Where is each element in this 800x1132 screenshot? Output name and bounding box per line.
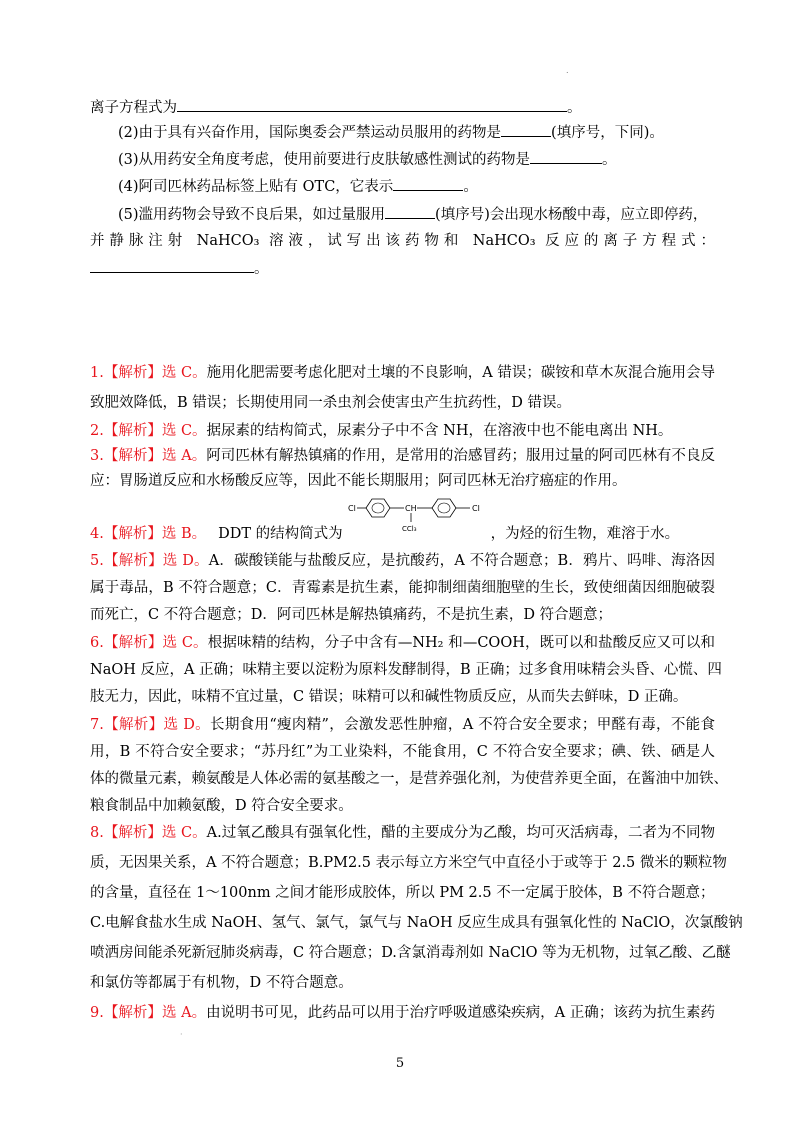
ddt-cl-left: Cl: [348, 504, 356, 513]
answer-3-line-2: 应：胃肠道反应和水杨酸反应等，因此不能长期服用；阿司匹林无治疗癌症的作用。: [90, 473, 627, 489]
answer-6-line-2: NaOH 反应，A 正确；味精主要以淀粉为原料发酵制得，B 正确；过多食用味精会头昏、心慌、四: [90, 662, 722, 678]
ddt-cl-right: Cl: [472, 504, 480, 513]
answer-blank: [177, 97, 567, 112]
answer-label: 3.【解析】选 A。: [90, 448, 207, 464]
answer-blank: [385, 204, 435, 219]
answer-4: 4.【解析】选 B。 DDT 的结构简式为 ，为烃的衍生物，难溶于水。: [90, 526, 680, 542]
ddt-ccl3: CCl₃: [402, 525, 417, 533]
answer-8-line-4: C.电解食盐水生成 NaOH、氢气、氯气，氯气与 NaOH 反应生成具有强氧化性的 NaClO，次氯酸钠: [90, 915, 743, 931]
question-continuation: 离子方程式为 。: [90, 97, 715, 118]
answer-6-line-3: 肢无力，因此，味精不宜过量，C 错误；味精可以和碱性物质反应，从而失去鲜味，D 正确。: [90, 689, 688, 705]
page-number: 5: [395, 1056, 405, 1071]
answer-1-line-2: 致肥效降低，B 错误；长期使用同一杀虫剂会使害虫产生抗药性，D 错误。: [90, 395, 571, 411]
answer-7-line-1: 7.【解析】选 D。长期食用“瘦肉精”，会激发恶性肿瘤，A 不符合安全要求；甲醛有毒，不能食: [90, 717, 716, 733]
answer-1-line-1: 1.【解析】选 C。施用化肥需要考虑化肥对土壤的不良影响，A 错误；碳铵和草木灰混合施用会导: [90, 365, 715, 381]
answer-blank: [90, 258, 254, 273]
answer-8-line-5: 喷洒房间能杀死新冠肺炎病毒，C 符合题意；D.含氯消毒剂如 NaClO 等为无机物，过氧乙酸、乙醚: [90, 945, 731, 961]
answer-label: 4.【解析】选 B。: [90, 526, 207, 542]
question-2: (2)由于具有兴奋作用，国际奥委会严禁运动员服用的药物是 (填序号，下同)。: [118, 122, 743, 143]
answer-7-line-4: 粮食制品中加赖氨酸，D 符合安全要求。: [90, 798, 353, 814]
answer-2: 2.【解析】选 C。据尿素的结构简式，尿素分子中不含 NH，在溶液中也不能电离出 NH。: [90, 423, 673, 439]
question-4: (4)阿司匹林药品标签上贴有 OTC，它表示 。: [118, 176, 743, 197]
answer-7-line-2: 用，B 不符合安全要求；“苏丹红”为工业染料，不能食用，C 不符合安全要求；碘、铁、硒是人: [90, 744, 715, 760]
answer-label: 5.【解析】选 D。: [90, 553, 209, 569]
question-5-line-2: 并静脉注射 NaHCO₃ 溶液，试写出该药物和 NaHCO₃ 反应的离子方程式：: [90, 233, 715, 249]
answer-7-line-3: 体的微量元素，赖氨酸是人体必需的氨基酸之一，是营养强化剂，为使营养更全面，在酱油中加铁、: [90, 771, 728, 787]
answer-label: 1.【解析】选 C。: [90, 365, 207, 381]
benzene-ring-left: [366, 499, 390, 517]
question-5-line-3: 。: [90, 258, 715, 279]
answer-8-line-3: 的含量，直径在 1～100nm 之间才能形成胶体，所以 PM 2.5 不一定属于胶体，B 不符合题意；: [90, 885, 715, 901]
answer-5-line-3: 而死亡，C 不符合题意；D．阿司匹林是解热镇痛药，不是抗生素，D 符合题意；: [90, 607, 613, 623]
answer-8-line-1: 8.【解析】选 C。A.过氧乙酸具有强氧化性，醋的主要成分为乙酸，均可灭活病毒，二者为不同物: [90, 825, 715, 841]
answer-6-line-1: 6.【解析】选 C。根据味精的结构，分子中含有—NH₂ 和—COOH，既可以和盐酸反应又可以和: [90, 635, 715, 651]
question-5-line-1: (5)滥用药物会导致不良后果，如过量服用 (填序号)会出现水杨酸中毒，应立即停药，: [118, 204, 743, 225]
answer-9-line-1: 9.【解析】选 A。由说明书可见，此药品可以用于治疗呼吸道感染疾病，A 正确；该药为抗生素药: [90, 1005, 715, 1021]
answer-8-line-6: 和氯仿等都属于有机物，D 不符合题意。: [90, 975, 353, 991]
benzene-ring-right: [432, 499, 456, 517]
footer-tick: ·: [180, 1030, 183, 1039]
ddt-ch: CH: [405, 504, 417, 513]
answer-label: 9.【解析】选 A。: [90, 1005, 207, 1021]
answer-8-line-2: 质，无因果关系，A 不符合题意；B.PM2.5 表示每立方米空气中直径小于或等于 2.5 微米的颗粒物: [90, 855, 727, 871]
question-3: (3)从用药安全角度考虑，使用前要进行皮肤敏感性测试的药物是 。: [118, 149, 743, 170]
answer-3-line-1: 3.【解析】选 A。阿司匹林有解热镇痛的作用，是常用的治感冒药；服用过量的阿司匹林有不良反: [90, 448, 715, 464]
answer-label: 2.【解析】选 C。: [90, 423, 207, 439]
answer-label: 8.【解析】选 C。: [90, 825, 207, 841]
answer-blank: [530, 149, 602, 164]
answer-label: 6.【解析】选 C。: [90, 635, 208, 651]
answer-5-line-1: 5.【解析】选 D。A．碳酸镁能与盐酸反应，是抗酸药，A 不符合题意；B．鸦片、吗啡、海洛因: [90, 553, 715, 569]
answer-blank: [501, 122, 551, 137]
answer-label: 7.【解析】选 D。: [90, 717, 211, 733]
answer-blank: [393, 176, 463, 191]
header-dot: .: [566, 66, 569, 75]
answer-5-line-2: 属于毒品，B 不符合题意；C．青霉素是抗生素，能抑制细菌细胞壁的生长，致使细菌因细胞破裂: [90, 580, 715, 596]
